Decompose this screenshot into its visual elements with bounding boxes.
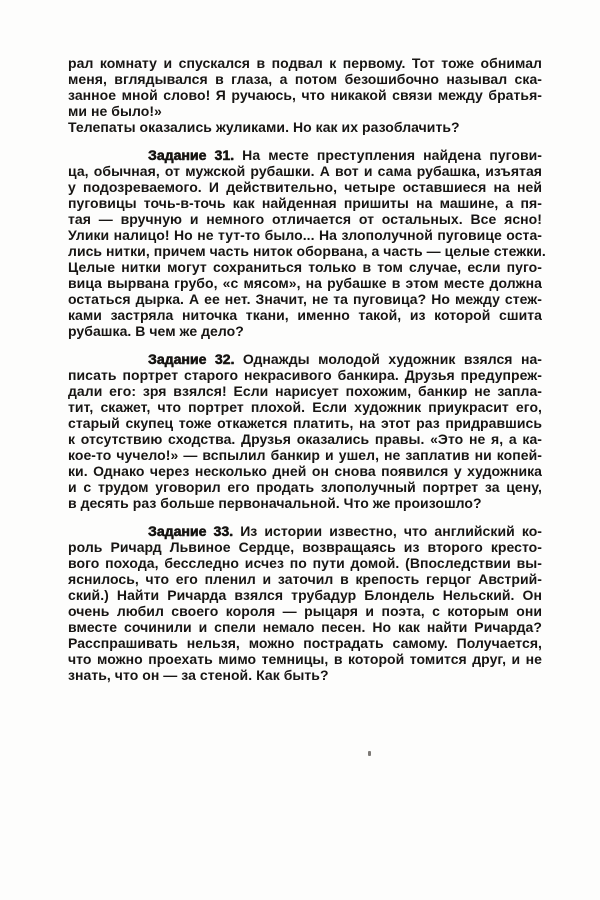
text-line: к отсутствию сходства. Друзья оказались правы. «Это не я, а ка-: [68, 431, 542, 447]
text-line: Расспрашивать нельзя, можно пострадать самому. Получается,: [68, 635, 542, 651]
task-33-paragraph: [68, 523, 542, 683]
text-line: ца, обычная, от мужской рубашки. А вот и сама рубашка, изъятая: [68, 163, 542, 179]
page-text-block: [68, 55, 546, 683]
text-line: Задание 32. Однажды молодой художник взялся на-: [148, 351, 542, 367]
text-line: тая — вручную и немного отличается от остальных. Все ясно!: [68, 211, 542, 227]
text-line: писать портрет старого некрасивого банкира. Друзья предупреж-: [68, 367, 542, 383]
text-line: яснилось, что его пленил и заточил в крепость герцог Австрий-: [68, 571, 542, 587]
text-line: занное мной слово! Я ручаюсь, что никакой связи между братья-: [68, 87, 542, 103]
ink-dot-artifact: [368, 751, 371, 756]
text-line: и с трудом уговорил его продать злополучный портрет за цену,: [68, 479, 542, 495]
text-line: ки. Однако через несколько дней он снова появился у художника: [68, 463, 542, 479]
text-line: ками застряла ниточка ткани, именно такой, из которой сшита: [68, 307, 542, 323]
text-line: остаться дырка. А ее нет. Значит, не та пуговица? Но между стеж-: [68, 291, 542, 307]
text-line: тит, скажет, что портрет плохой. Если художник приукрасит его,: [68, 399, 542, 415]
text-line: рубашка. В чем же дело?: [68, 323, 244, 339]
text-line: в десять раз больше первоначальной. Что же произошло?: [68, 495, 482, 511]
task-number-label: Задание 33.: [148, 523, 234, 539]
task-number-label: Задание 32.: [148, 351, 235, 367]
text-line: старый скупец тоже откажется платить, на этот раз придравшись: [68, 415, 542, 431]
text-line: вого похода, бесследно исчез по пути домой. (Впоследствии вы-: [68, 555, 542, 571]
text-line: вица вырвана грубо, «с мясом», на рубашке в этом месте должна: [68, 275, 542, 291]
text-line: лись нитки, причем часть ниток оборвана, а часть — целые стежки.: [68, 243, 546, 259]
text-line: кое-то чучело!» — вспылил банкир и ушел, не заплатив ни копей-: [68, 447, 542, 463]
text-line: у подозреваемого. И действительно, четыре оставшиеся на ней: [68, 179, 542, 195]
task-32-paragraph: [68, 351, 542, 511]
text-line: знать, что он — за стеной. Как быть?: [68, 667, 329, 683]
text-line: меня, вглядывался в глаза, а потом безошибочно называл ска-: [68, 71, 542, 87]
text-line: очень любил своего короля — рыцаря и поэта, с которым они: [68, 603, 542, 619]
text-line: Целые нитки могут сохраниться только в том случае, если пуго-: [68, 259, 542, 275]
text-line: вместе сочинили и спели немало песен. Но как найти Ричарда?: [68, 619, 542, 635]
text-line: Телепаты оказались жуликами. Но как их разоблачить?: [68, 119, 460, 135]
text-line: Улики налицо! Но не тут-то было... На злополучной пуговице оста-: [68, 227, 542, 243]
text-line: рал комнату и спускался в подвал к первому. Тот тоже обнимал: [68, 55, 542, 71]
text-line: пуговицы точь-в-точь как найденная пришиты на машине, а пя-: [68, 195, 542, 211]
telepaths-question-paragraph: [68, 119, 542, 135]
text-line: ми не было!»: [68, 103, 162, 119]
task-31-paragraph: [68, 147, 546, 339]
text-line: дали его: зря взялся! Если нарисует похожим, банкир не запла-: [68, 383, 542, 399]
task-number-label: Задание 31.: [148, 147, 235, 163]
text-line: ский.) Найти Ричарда взялся трубадур Блондель Нельский. Он: [68, 587, 542, 603]
text-line: Задание 31. На месте преступления найдена пугови-: [148, 147, 543, 163]
text-line: роль Ричард Львиное Сердце, возвращаясь из второго кресто-: [68, 539, 542, 555]
intro-continuation-paragraph: [68, 55, 542, 119]
text-line: что можно проехать мимо темницы, в которой томится друг, и не: [68, 651, 542, 667]
text-line: Задание 33. Из истории известно, что английский ко-: [148, 523, 543, 539]
